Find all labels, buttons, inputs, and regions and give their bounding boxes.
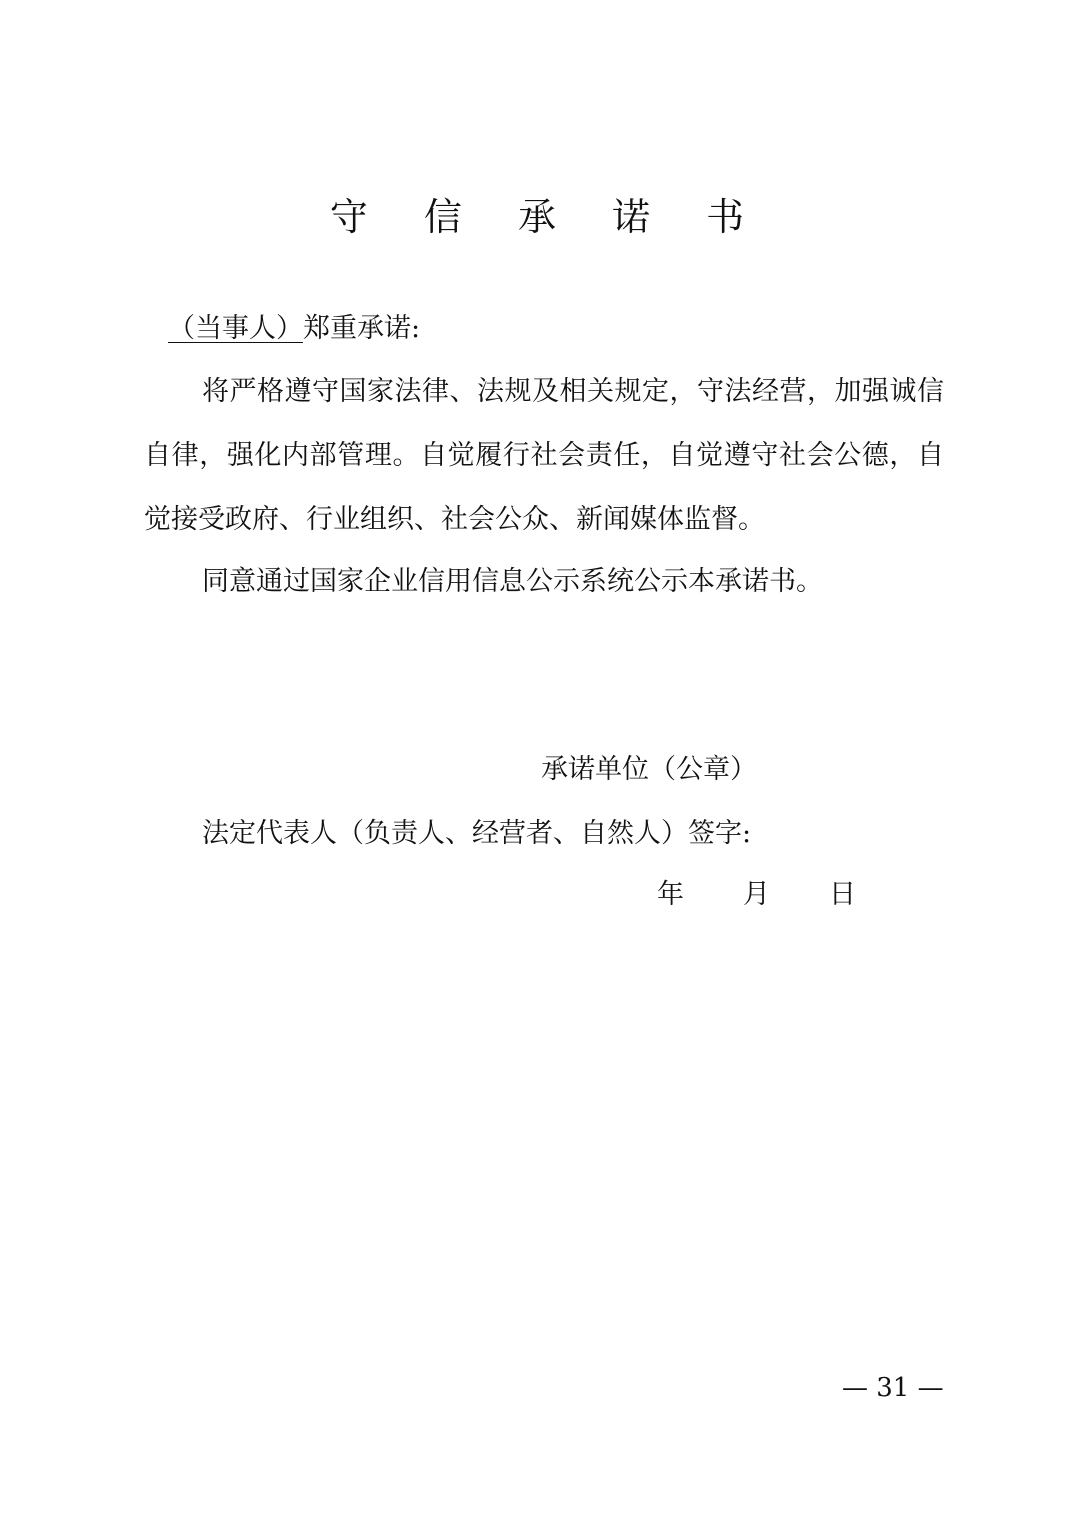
commitment-paragraph: 将严格遵守国家法律、法规及相关规定，守法经营，加强诚信自律，强化内部管理。自觉履行社会责任，自觉遵守社会公德，自觉接受政府、行业组织、社会公众、新闻媒体监督。 — [144, 376, 944, 535]
document-title: 守 信 承 诺 书 — [329, 195, 767, 239]
promise-intro-text: 郑重承诺: — [303, 313, 421, 344]
seal-line: 承诺单位（公章） — [541, 754, 757, 785]
date-month: 月 — [743, 879, 770, 910]
promise-intro — [168, 311, 420, 347]
date-day: 日 — [829, 879, 856, 910]
date-year: 年 — [657, 879, 684, 910]
party-placeholder: （当事人） — [168, 313, 303, 344]
publicity-consent-paragraph: 同意通过国家企业信用信息公示系统公示本承诺书。 — [202, 566, 823, 597]
signature-line: 法定代表人（负责人、经营者、自然人）签字: — [202, 818, 752, 849]
page-number: — 31 — — [842, 1373, 944, 1403]
